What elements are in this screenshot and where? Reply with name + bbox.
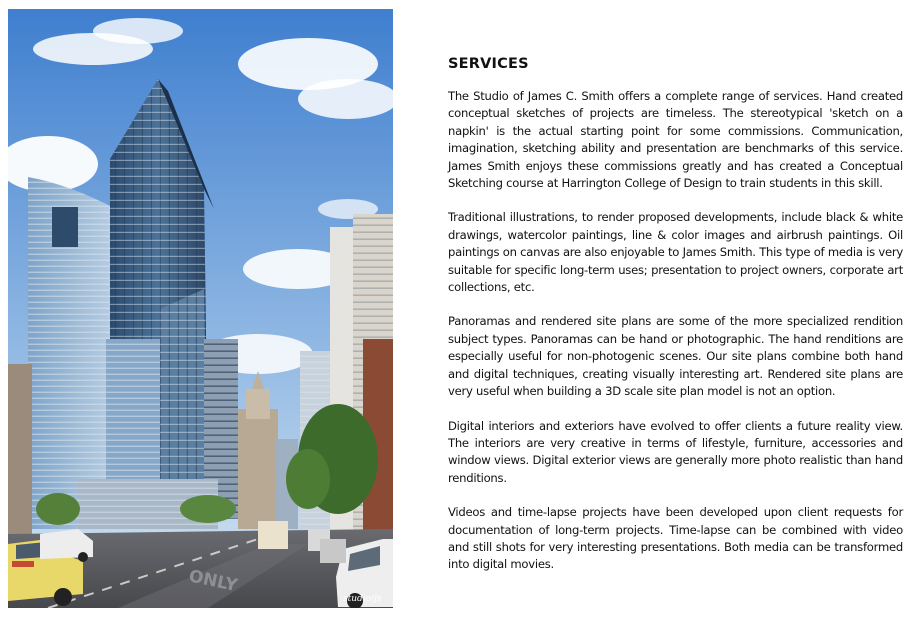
artist-signature: studio/js xyxy=(343,594,382,604)
services-heading: SERVICES xyxy=(448,56,529,72)
paragraph-videos-time-lapse: Videos and time-lapse projects have been developed upon client requests for documentation of long-term projects. Time-lapse can be combined with video and still shots for very interesting presentations. Both media can be transformed into digital movies. xyxy=(448,505,903,572)
architectural-rendering-image xyxy=(8,9,393,608)
road-marking-text: ONLY xyxy=(186,566,240,597)
paragraph-panoramas-site-plans: Panoramas and rendered site plans are some of the more specialized rendition subject types. Panoramas can be hand or photographic. The hand renditions are especially useful for non-photogenic scenes. Our site plans combine both hand and digital techniques, creating visually interesting art. Rendered site plans are very useful when building a 3D scale site plan model is not an option. xyxy=(448,314,903,399)
city-street-illustration xyxy=(8,9,393,608)
paragraph-traditional-illustrations: Traditional illustrations, to render proposed developments, include black & white drawings, watercolor paintings, line & color images and airbrush paintings. Oil paintings on canvas are also enjoyable to James Smith. This type of media is very suitable for specific long-term uses; presentation to project owners, corporate art collections, etc. xyxy=(448,210,903,295)
paragraph-digital-interiors-exteriors: Digital interiors and exteriors have evolved to offer clients a future reality view. The interiors are very creative in terms of lifestyle, furniture, accessories and window views. Digital exterior views are generally more photo realistic than hand renditions. xyxy=(448,418,903,485)
paragraph-conceptual-sketches: The Studio of James C. Smith offers a complete range of services. Hand created conceptual sketches of projects are timeless. The stereotypical 'sketch on a napkin' is the actual starting point for some commissions. Communication, imagination, sketching ability and presentation are benchmarks of this service. James Smith enjoys these commissions greatly and has created a Conceptual Sketching course at Harrington College of Design to train students in this skill. xyxy=(448,89,903,191)
services-section xyxy=(448,54,903,591)
